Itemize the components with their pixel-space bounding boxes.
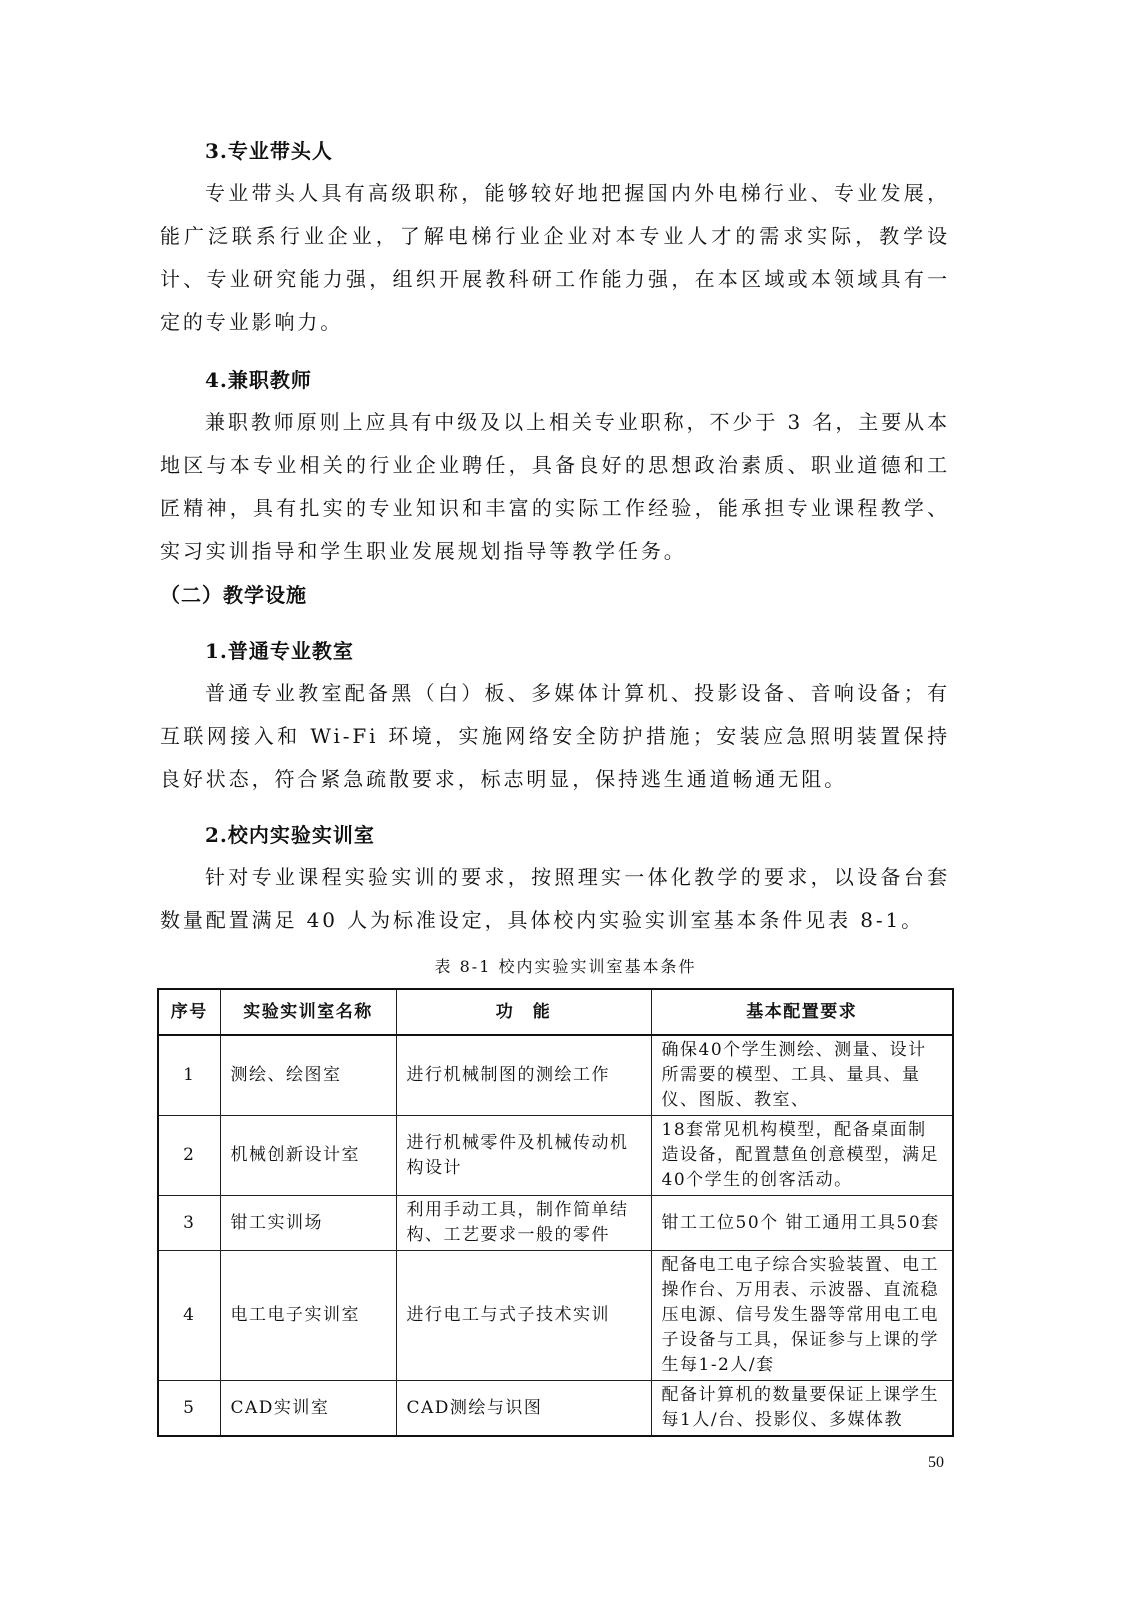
cell-requirements: 18套常见机构模型，配备桌面制造设备，配置慧鱼创意模型，满足40个学生的创客活动。 — [651, 1116, 953, 1196]
cell-number: 5 — [158, 1381, 220, 1437]
table-row — [158, 1035, 953, 1116]
cell-function: 进行电工与式子技术实训 — [396, 1251, 651, 1381]
paragraph-labs: 针对专业课程实验实训的要求，按照理实一体化教学的要求，以设备台套数量配置满足 40 人为标准设定，具体校内实验实训室基本条件见表 8-1。 — [160, 865, 950, 932]
page-number: 50 — [928, 1454, 944, 1471]
cell-room-name: 测绘、绘图室 — [220, 1035, 396, 1116]
paragraph-classroom: 普通专业教室配备黑（白）板、多媒体计算机、投影设备、音响设备；有互联网接入和 Wi-Fi 环境，实施网络安全防护措施；安装应急照明装置保持良好状态，符合紧急疏散要求，标志明显，保持逃生通道畅通无阻。 — [160, 681, 950, 791]
table-row — [158, 1116, 953, 1196]
cell-requirements: 钳工工位50个 钳工通用工具50套 — [651, 1196, 953, 1251]
cell-function: 进行机械制图的测绘工作 — [396, 1035, 651, 1116]
header-number: 序号 — [158, 989, 220, 1035]
cell-room-name: 电工电子实训室 — [220, 1251, 396, 1381]
cell-function: 利用手动工具，制作简单结构、工艺要求一般的零件 — [396, 1196, 651, 1251]
facilities-table — [157, 988, 954, 1437]
paragraph-parttime: 兼职教师原则上应具有中级及以上相关专业职称，不少于 3 名，主要从本地区与本专业相关的行业企业聘任，具备良好的思想政治素质、职业道德和工匠精神，具有扎实的专业知识和丰富的实际工作经验，能承担专业课程教学、实习实训指导和学生职业发展规划指导等教学任务。 — [160, 410, 950, 563]
header-requirements: 基本配置要求 — [651, 989, 953, 1035]
cell-requirements: 配备计算机的数量要保证上课学生每1人/台、投影仪、多媒体教 — [651, 1381, 953, 1437]
table-row — [158, 1196, 953, 1251]
table-row — [158, 1251, 953, 1381]
cell-requirements: 确保40个学生测绘、测量、设计所需要的模型、工具、量具、量仪、图版、教室、 — [651, 1035, 953, 1116]
cell-number: 1 — [158, 1035, 220, 1116]
cell-function: CAD测绘与识图 — [396, 1381, 651, 1437]
cell-number: 4 — [158, 1251, 220, 1381]
header-room-name: 实验实训室名称 — [220, 989, 396, 1035]
heading-labs: 2.校内实验实训室 — [205, 823, 375, 847]
heading-classroom: 1.普通专业教室 — [205, 639, 354, 663]
heading-facilities: （二）教学设施 — [160, 583, 307, 607]
heading-lead: 3.专业带头人 — [205, 139, 333, 163]
paragraph-lead: 专业带头人具有高级职称，能够较好地把握国内外电梯行业、专业发展，能广泛联系行业企业，了解电梯行业企业对本专业人才的需求实际，教学设计、专业研究能力强，组织开展教科研工作能力强，在本区域或本领域具有一定的专业影响力。 — [160, 181, 950, 334]
cell-room-name: 机械创新设计室 — [220, 1116, 396, 1196]
cell-room-name: CAD实训室 — [220, 1381, 396, 1437]
heading-parttime: 4.兼职教师 — [205, 368, 312, 392]
table-caption: 表 8-1 校内实验实训室基本条件 — [434, 957, 697, 976]
cell-number: 2 — [158, 1116, 220, 1196]
table-row — [158, 1381, 953, 1437]
cell-room-name: 钳工实训场 — [220, 1196, 396, 1251]
table-header-row — [158, 989, 953, 1035]
header-function: 功 能 — [396, 989, 651, 1035]
cell-requirements: 配备电工电子综合实验装置、电工操作台、万用表、示波器、直流稳压电源、信号发生器等常用电工电子设备与工具，保证参与上课的学生每1-2人/套 — [651, 1251, 953, 1381]
cell-function: 进行机械零件及机械传动机构设计 — [396, 1116, 651, 1196]
cell-number: 3 — [158, 1196, 220, 1251]
